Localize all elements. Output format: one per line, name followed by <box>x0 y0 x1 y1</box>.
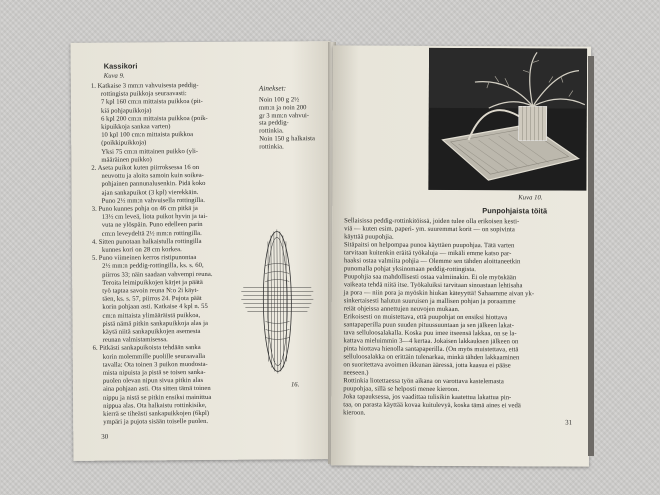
text-line: korin molemmille puolille seuraavalla <box>102 352 206 361</box>
text-line: käytä niitä sankapuikkojen asemesta <box>102 328 201 336</box>
text-line: sinkertaisesti halutun suuruisen ja mallisen pohjan ja poraamme <box>343 297 516 306</box>
text-line: pinta hiottava hienolla santapaperilla. (On myös muistettava, että <box>343 345 519 354</box>
text-line: Teroita leimipuikkojen kärjet ja päätä <box>102 278 203 287</box>
text-line: punomalla pohjat yksinomaan peddig-rottingista. <box>343 265 476 274</box>
text-line: Erikoisesti on muistettava, että puupohjat on ensiksi hiottava <box>343 313 508 322</box>
text-line: Sitäpaitsi on helpompaa punoa käyttäen puupohjaa. Tätä varten <box>344 241 515 250</box>
text-line: 10 kpl 100 cm:n mittaista puikkoa <box>101 131 194 139</box>
text-line: nippu ja nistä se pitkin ensiksi mainittua <box>102 393 212 402</box>
page-number-left: 30 <box>101 432 109 441</box>
text-line: rottinkia. <box>259 143 284 151</box>
text-line: neuvottu ja aloita samoin kuin soikea- <box>101 172 204 180</box>
text-line: 2½ mm:n peddig-rottingilla, ks. s. 60, <box>102 262 204 271</box>
text-line: 6 kpl 200 cm:n mittaista puikkoa (poik- <box>101 114 208 123</box>
text-line: Noin 150 g halkaista <box>259 135 316 143</box>
text-line: pohjainen pannunalusenkin. Pidä koko <box>101 180 206 189</box>
text-line: 5. Puno viimeinen kerros ristipunontaa <box>92 254 197 262</box>
text-line: santapaperilla puun suuden pituussuuntaan ja sen jälkeen lakat- <box>343 321 514 330</box>
page-number-right: 31 <box>565 418 573 427</box>
materials-heading: Ainekset: <box>258 84 287 93</box>
text-line: tava selluloosalakalla. Koska puu imee itseensä lakkaa, on se la- <box>343 329 517 338</box>
text-line: haaksi ostaa valmiita pohjia — Olemme sen tähden aloittaneetkin <box>343 257 521 266</box>
text-line: taa, on parasta käyttää kovaa kuitulevyä, koska tämä aines ei vedä <box>343 401 521 410</box>
section-title: Punpohjaista töitä <box>482 206 548 216</box>
text-line: kieroon. <box>343 409 366 417</box>
basket-photo <box>428 48 587 191</box>
text-line: kipuikkoja sankaa varten) <box>101 123 171 131</box>
basket-plant-image <box>428 48 587 191</box>
text-line: on suoritettava avoimen ikkunan ääressä, jotta kaasua ei pääse <box>343 361 511 370</box>
text-line: piirros 33; näin saadaan vahvempi reuna. <box>102 270 213 279</box>
text-line: tarvitaan kuitenkin eräitä työkaluja — mikäli emme katso par- <box>343 249 512 258</box>
text-line: cm:n leveydeltä 2½ mm:n rottingilla. <box>101 229 202 238</box>
text-line: 4. Sitten punotaan halkaistulla rottingilla <box>91 237 202 246</box>
text-line: rottinkia. <box>259 127 284 135</box>
text-line: kattava mieluimmin 3—4 kertaa. Jokaisen lakkauksen jälkeen on <box>343 337 519 346</box>
text-line: kunnes kori on 28 cm korkea. <box>101 246 182 254</box>
text-line: rottingista puikkoja seuraavasti: <box>100 90 187 98</box>
page-stack-edge <box>588 56 594 456</box>
text-line: kierrä se tiheästi sankapuikkojen (6kpl) <box>103 409 210 418</box>
text-line: mm:n ja noin 200 <box>258 104 307 112</box>
text-line: 6. Pitkästi sankapuikoista tehdään sanka <box>92 344 201 353</box>
text-line: (poikkipuikkoja) <box>101 139 147 148</box>
photo-caption: Kuva 10. <box>518 194 543 202</box>
weaving-diagram <box>237 225 318 378</box>
text-line: Puno 2½ mm:n vahvuisella rottingilla. <box>101 196 205 205</box>
text-line: tavalla: Ota toinen 3 puikon muodosta- <box>102 360 208 369</box>
text-line: työ taptaa savoin reuna N:o 2i käyt- <box>102 287 199 295</box>
text-line: Noin 100 g 2½ <box>258 96 300 104</box>
text-line: vaikeata tehdä niitä itse. Työkaluiksi tarvitaan sinoastaan lehtisaha <box>343 281 523 290</box>
text-line: Puupohjia saa mahdollisesti ostaa valmiinakin. Ei ole myöskään <box>343 273 517 282</box>
text-line: reunan valmistamisessa. <box>102 336 168 344</box>
text-line: reiät ohjeissa annettujen neuvojen mukaan. <box>343 305 460 313</box>
text-line: Yksi 75 cm:n mittainen puikko (yli- <box>101 147 199 156</box>
text-line: puolen olevan nipun sivua pitkin alas <box>102 377 204 385</box>
text-line: sta peddig- <box>259 119 289 127</box>
text-line: määräinen puikko) <box>101 156 152 164</box>
text-line: mista nipuista ja pistä se toisen sanka- <box>102 368 206 377</box>
text-line: nippua alas. Ota halkaistu rottinkisike, <box>103 401 207 410</box>
text-line: Rottinkia liotettaessa työn aikana on varottava kastelemasta <box>343 377 504 386</box>
text-line: cm:n mittaista ylimääräistä puikkoa, <box>102 311 201 320</box>
text-line: Sellaisissa peddig-rottinkitöissä, joiden tulee olla erikoisen kesti- <box>344 217 520 226</box>
text-line: gr 3 mm:n vahvui- <box>259 111 310 120</box>
text-line: 2. Aseta puikot kuten piirroksessa 16 on <box>91 164 200 172</box>
text-line: Joka tapauksessa, jos vaadittaa tulisikin kaatettua lakattua pin- <box>343 393 512 402</box>
text-line: 3. Puno kunnes pohja on 46 cm pitkä ja <box>91 205 198 213</box>
text-line: ajan sankapuikot (3 kpl) vierekkäin. <box>101 188 199 197</box>
right-page <box>331 45 591 466</box>
figure-reference: Kuva 9. <box>103 72 125 80</box>
text-line: kiä pohjapuikkoja) <box>100 106 152 115</box>
text-line: viä — kuten esim. paperi- ym. suuremmat korit — on sopivinta <box>344 225 515 234</box>
left-page <box>71 41 334 461</box>
text-line: ympäri ja pujota sisään toiselle puolen. <box>103 418 209 426</box>
text-line: täen, ks. s. 57, piirros 24. Pujota päät <box>102 295 202 303</box>
text-line: 13½ cm leveä, liota puikot hyvin ja tai- <box>101 213 208 221</box>
text-line: selluloosalakka on erittäin tulenarkaa, minkä tähden lakkaaminen <box>343 353 520 362</box>
text-line: 7 kpl 160 cm:n mittaista puikkoa (pit- <box>100 98 203 107</box>
text-line: ja pora — niin pora ja myöskin hiukan käteyyttä! Sahaamme aivan yk- <box>343 289 535 298</box>
text-line: korin pohjaan asti. Katkaise 4 kpl n. 55 <box>102 303 208 312</box>
text-line: 1. Katkaise 3 mm:n vahvuisesta peddig- <box>90 82 199 90</box>
page-title: Kassikori <box>103 61 138 71</box>
text-line: käyttää puupohjia. <box>344 233 394 241</box>
figure-label: 16. <box>290 381 300 389</box>
text-line: neeseen.) <box>343 369 369 377</box>
text-line: pistä nämä pitkin sankapuikkoja alas ja <box>102 319 208 328</box>
text-line: puupohjaa, sillä se helposti menee kieroon. <box>343 385 460 393</box>
text-line: vuta ne ylöspäin. Puno edelleen parin <box>101 221 203 230</box>
text-line: aina pohjaan asti. Ota sitten tämä toinen <box>102 385 211 394</box>
